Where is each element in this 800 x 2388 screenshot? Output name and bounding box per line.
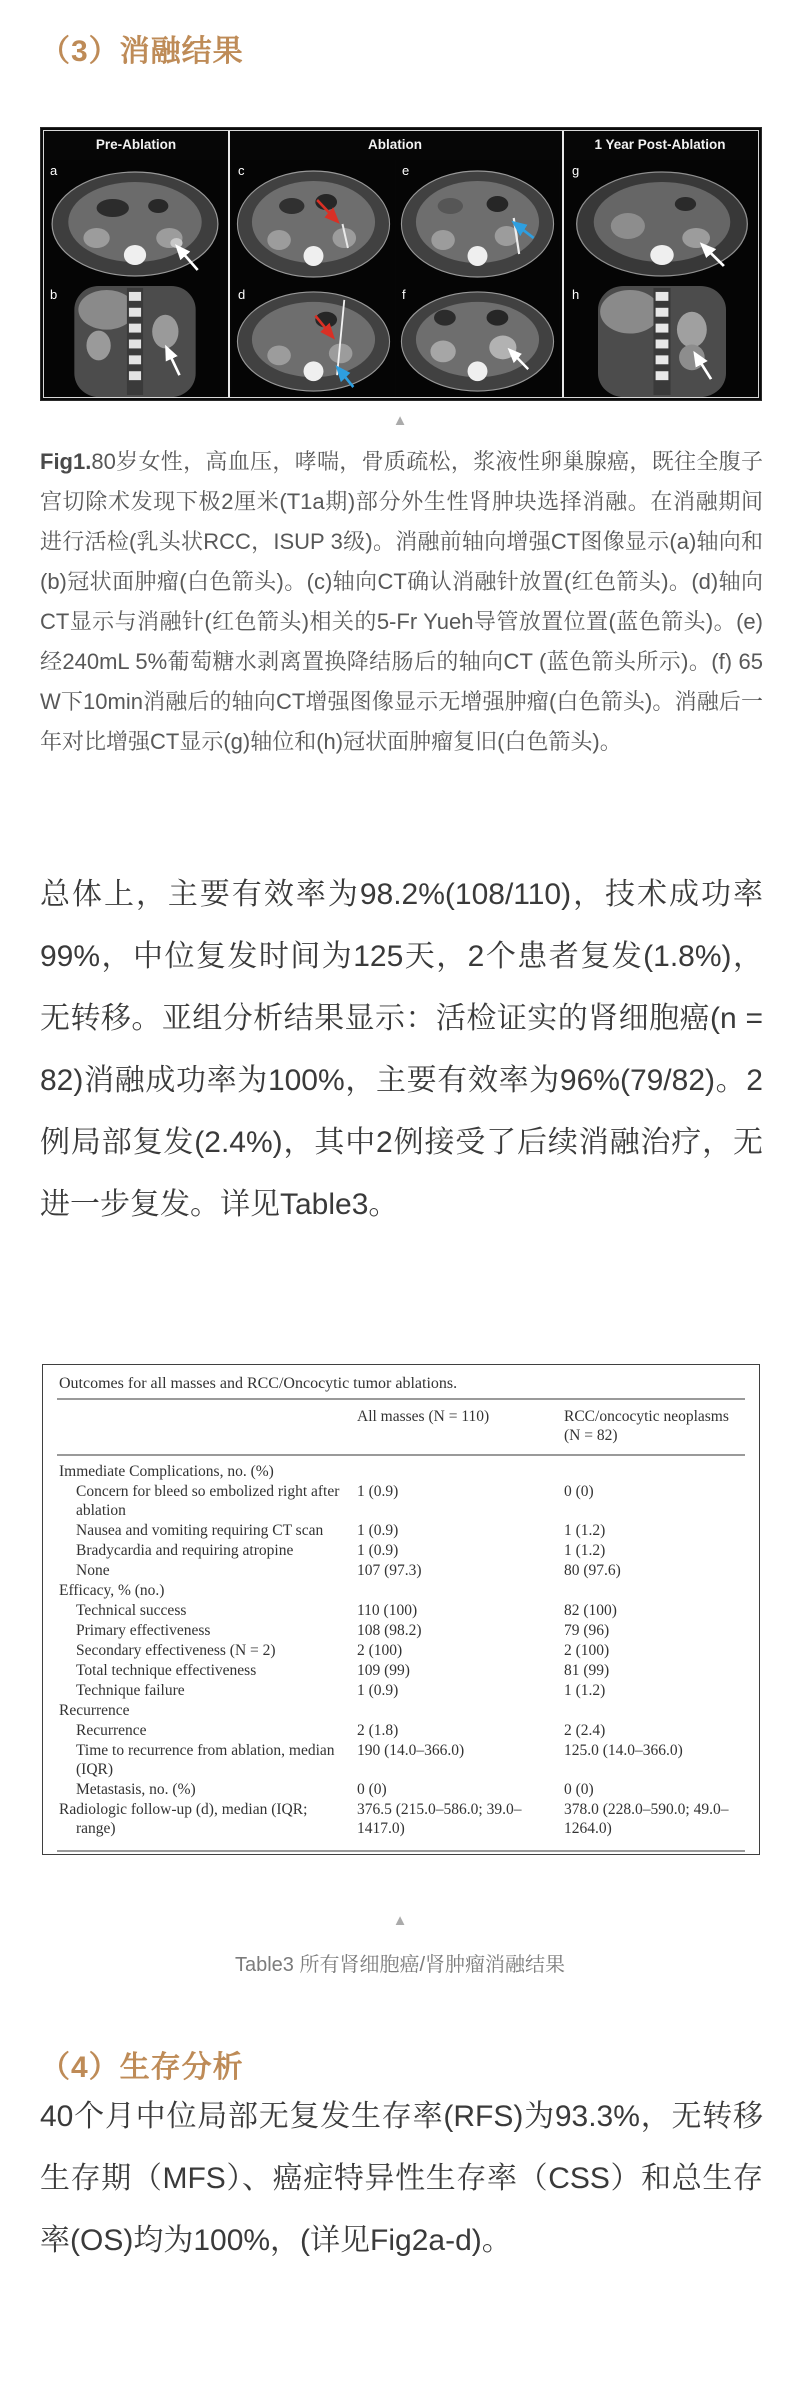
table-header-rcc: RCC/oncocytic neoplasms (N = 82) [564, 1408, 729, 1444]
table-cell-rcc: 0 (0) [564, 1482, 594, 1500]
panel-letter: d [238, 287, 246, 302]
table-cell-all-masses: 107 (97.3) [357, 1561, 422, 1579]
results-paragraph: 总体上，主要有效率为98.2%(108/110)，技术成功率99%，中位复发时间为125天，2个患者复发(1.8%)，无转移。亚组分析结果显示：活检证实的肾细胞癌(n = 82)消融成功率为100%，主要有效率为96%(79/82)。2例局部复发(2.4%)，其中2例接受了后续消融治疗，无进一步复发。详见Table3。 [40, 878, 763, 1221]
panel-letter: a [50, 163, 58, 178]
table-row [57, 1779, 745, 1799]
table-caption: Table3 所有肾细胞癌/肾肿瘤消融结果 [234, 1954, 566, 1976]
figure-column-header-post-ablation: 1 Year Post-Ablation [594, 137, 726, 152]
table-row [57, 1481, 745, 1520]
figure-caption [40, 442, 763, 762]
figure-column-header-pre-ablation: Pre-Ablation [95, 137, 177, 152]
panel-letter: e [402, 163, 410, 178]
ct-panel-d [232, 284, 395, 397]
table-row [57, 1540, 745, 1560]
ct-scan-axial-image [232, 284, 395, 397]
table-cell-all-masses: 0 (0) [357, 1780, 387, 1798]
table-cell-all-masses: 108 (98.2) [357, 1621, 422, 1639]
ct-panel-f [396, 284, 559, 397]
table-header-row [57, 1400, 745, 1454]
table-row-label: Metastasis, no. (%) [76, 1780, 196, 1798]
table-row [57, 1620, 745, 1640]
table-row [57, 1580, 745, 1600]
panel-letter: f [402, 287, 406, 302]
table-row-label: Technical success [76, 1601, 187, 1619]
table-cell-rcc: 82 (100) [564, 1601, 617, 1619]
table-rule [57, 1850, 745, 1852]
table-header-all-masses: All masses (N = 110) [357, 1408, 490, 1425]
panel-letter: c [238, 163, 245, 178]
table-cell-rcc: 1 (1.2) [564, 1541, 606, 1559]
table-cell-all-masses: 109 (99) [357, 1661, 410, 1679]
table-cell-all-masses: 190 (14.0–366.0) [357, 1741, 465, 1759]
table-cell-all-masses: 1 (0.9) [357, 1681, 399, 1699]
table-row [57, 1640, 745, 1660]
table-body [57, 1456, 745, 1846]
table-row-label: Bradycardia and requiring atropine [76, 1541, 294, 1559]
table-title: Outcomes for all masses and RCC/Oncocytic tumor ablations. [59, 1375, 458, 1392]
panel-letter: g [572, 163, 580, 178]
figure-caption-label: Fig1. [40, 449, 92, 474]
table-cell-rcc: 79 (96) [564, 1621, 610, 1639]
table-cell-rcc: 2 (2.4) [564, 1721, 606, 1739]
table-row-label: Concern for bleed so embolized right after ablation [76, 1482, 340, 1519]
table-cell-all-masses: 110 (100) [357, 1601, 418, 1619]
table-cell-rcc: 80 (97.6) [564, 1561, 621, 1579]
table-cell-rcc: 0 (0) [564, 1780, 594, 1798]
table-cell-rcc: 2 (100) [564, 1641, 610, 1659]
ct-figure[interactable] [40, 127, 762, 401]
table-row-label: Primary effectiveness [76, 1621, 211, 1639]
panel-letter: h [572, 287, 580, 302]
section-heading-4: （4）生存分析 [40, 2051, 244, 2084]
table-row [57, 1799, 745, 1838]
table-row-label: Secondary effectiveness (N = 2) [76, 1641, 276, 1659]
table-row-label: Time to recurrence from ablation, median (IQR) [76, 1741, 335, 1778]
table-row [57, 1520, 745, 1540]
table-row-label: None [76, 1561, 110, 1579]
ct-panel-g [566, 160, 758, 284]
panel-letter: b [50, 287, 58, 302]
table-header-empty [57, 1407, 357, 1445]
ct-scan-coronal-image [566, 284, 758, 397]
ct-scan-axial-image [566, 160, 758, 284]
table-cell-all-masses: 376.5 (215.0–586.0; 39.0–1417.0) [357, 1800, 522, 1837]
table-row [57, 1680, 745, 1700]
ct-scan-axial-image [232, 160, 395, 284]
table-cell-all-masses: 2 (100) [357, 1641, 403, 1659]
figure-column-header-ablation: Ablation [368, 137, 422, 152]
table-row-label: Radiologic follow-up (d), median (IQR; range) [59, 1800, 308, 1837]
ct-panel-b [44, 284, 226, 397]
outcomes-table [42, 1364, 760, 1855]
ct-scan-axial-image [44, 160, 226, 284]
table-cell-all-masses: 1 (0.9) [357, 1521, 399, 1539]
table-row-label: Technique failure [76, 1681, 185, 1699]
table-cell-rcc: 125.0 (14.0–366.0) [564, 1741, 683, 1759]
ct-panel-e [396, 160, 559, 284]
table-cell-rcc: 378.0 (228.0–590.0; 49.0–1264.0) [564, 1800, 729, 1837]
figure-divider [562, 131, 564, 397]
table-row-label: Nausea and vomiting requiring CT scan [76, 1521, 324, 1539]
table-row-label: Efficacy, % (no.) [59, 1581, 165, 1599]
table-row [57, 1720, 745, 1740]
figure-collapse-icon: ▲ [392, 412, 408, 429]
table-cell-all-masses: 1 (0.9) [357, 1482, 399, 1500]
table-cell-all-masses: 1 (0.9) [357, 1541, 399, 1559]
ct-panel-a [44, 160, 226, 284]
table-row [57, 1461, 745, 1481]
table-row-label: Total technique effectiveness [76, 1661, 257, 1679]
table-cell-rcc: 1 (1.2) [564, 1681, 606, 1699]
table-row [57, 1740, 745, 1779]
ct-panel-c [232, 160, 395, 284]
table-row [57, 1600, 745, 1620]
ct-panel-h [566, 284, 758, 397]
table-row [57, 1700, 745, 1720]
table-row-label: Recurrence [59, 1701, 130, 1719]
section-heading-3: （3）消融结果 [40, 35, 244, 68]
table-row-label: Recurrence [76, 1721, 147, 1739]
table-collapse-icon: ▲ [392, 1912, 408, 1929]
figure-caption-text: 80岁女性，高血压，哮喘，骨质疏松，浆液性卵巢腺癌，既往全腹子宫切除术发现下极2厘米(T1a期)部分外生性肾肿块选择消融。在消融期间进行活检(乳头状RCC，ISUP 3级)。消融前轴向增强CT图像显示(a)轴向和(b)冠状面肿瘤(白色箭头)。(c)轴向CT确认消融针放置(红色箭头)。(d)轴向CT显示与消融针(红色箭头)相关的5-Fr Yueh导管放置位置(蓝色箭头)。(e)经240mL 5%葡萄糖水剥离置换降结肠后的轴向CT (蓝色箭头所示)。(f) 65 W下10min消融后的轴向CT增强图像显示无增强肿瘤(白色箭头)。消融后一年对比增强CT显示(g)轴位和(h)冠状面肿瘤复旧(白色箭头)。 [40, 449, 763, 754]
table-row [57, 1560, 745, 1580]
figure-divider [228, 131, 230, 397]
table-row-label: Immediate Complications, no. (%) [59, 1462, 274, 1480]
table-row [57, 1660, 745, 1680]
table-cell-all-masses: 2 (1.8) [357, 1721, 399, 1739]
ct-scan-axial-image [396, 160, 559, 284]
ct-scan-coronal-image [44, 284, 226, 397]
ct-scan-axial-image [396, 284, 559, 397]
table-cell-rcc: 81 (99) [564, 1661, 610, 1679]
table-cell-rcc: 1 (1.2) [564, 1521, 606, 1539]
survival-paragraph: 40个月中位局部无复发生存率(RFS)为93.3%，无转移生存期（MFS）、癌症特异性生存率（CSS）和总生存率(OS)均为100%，(详见Fig2a-d)。 [40, 2100, 763, 2257]
